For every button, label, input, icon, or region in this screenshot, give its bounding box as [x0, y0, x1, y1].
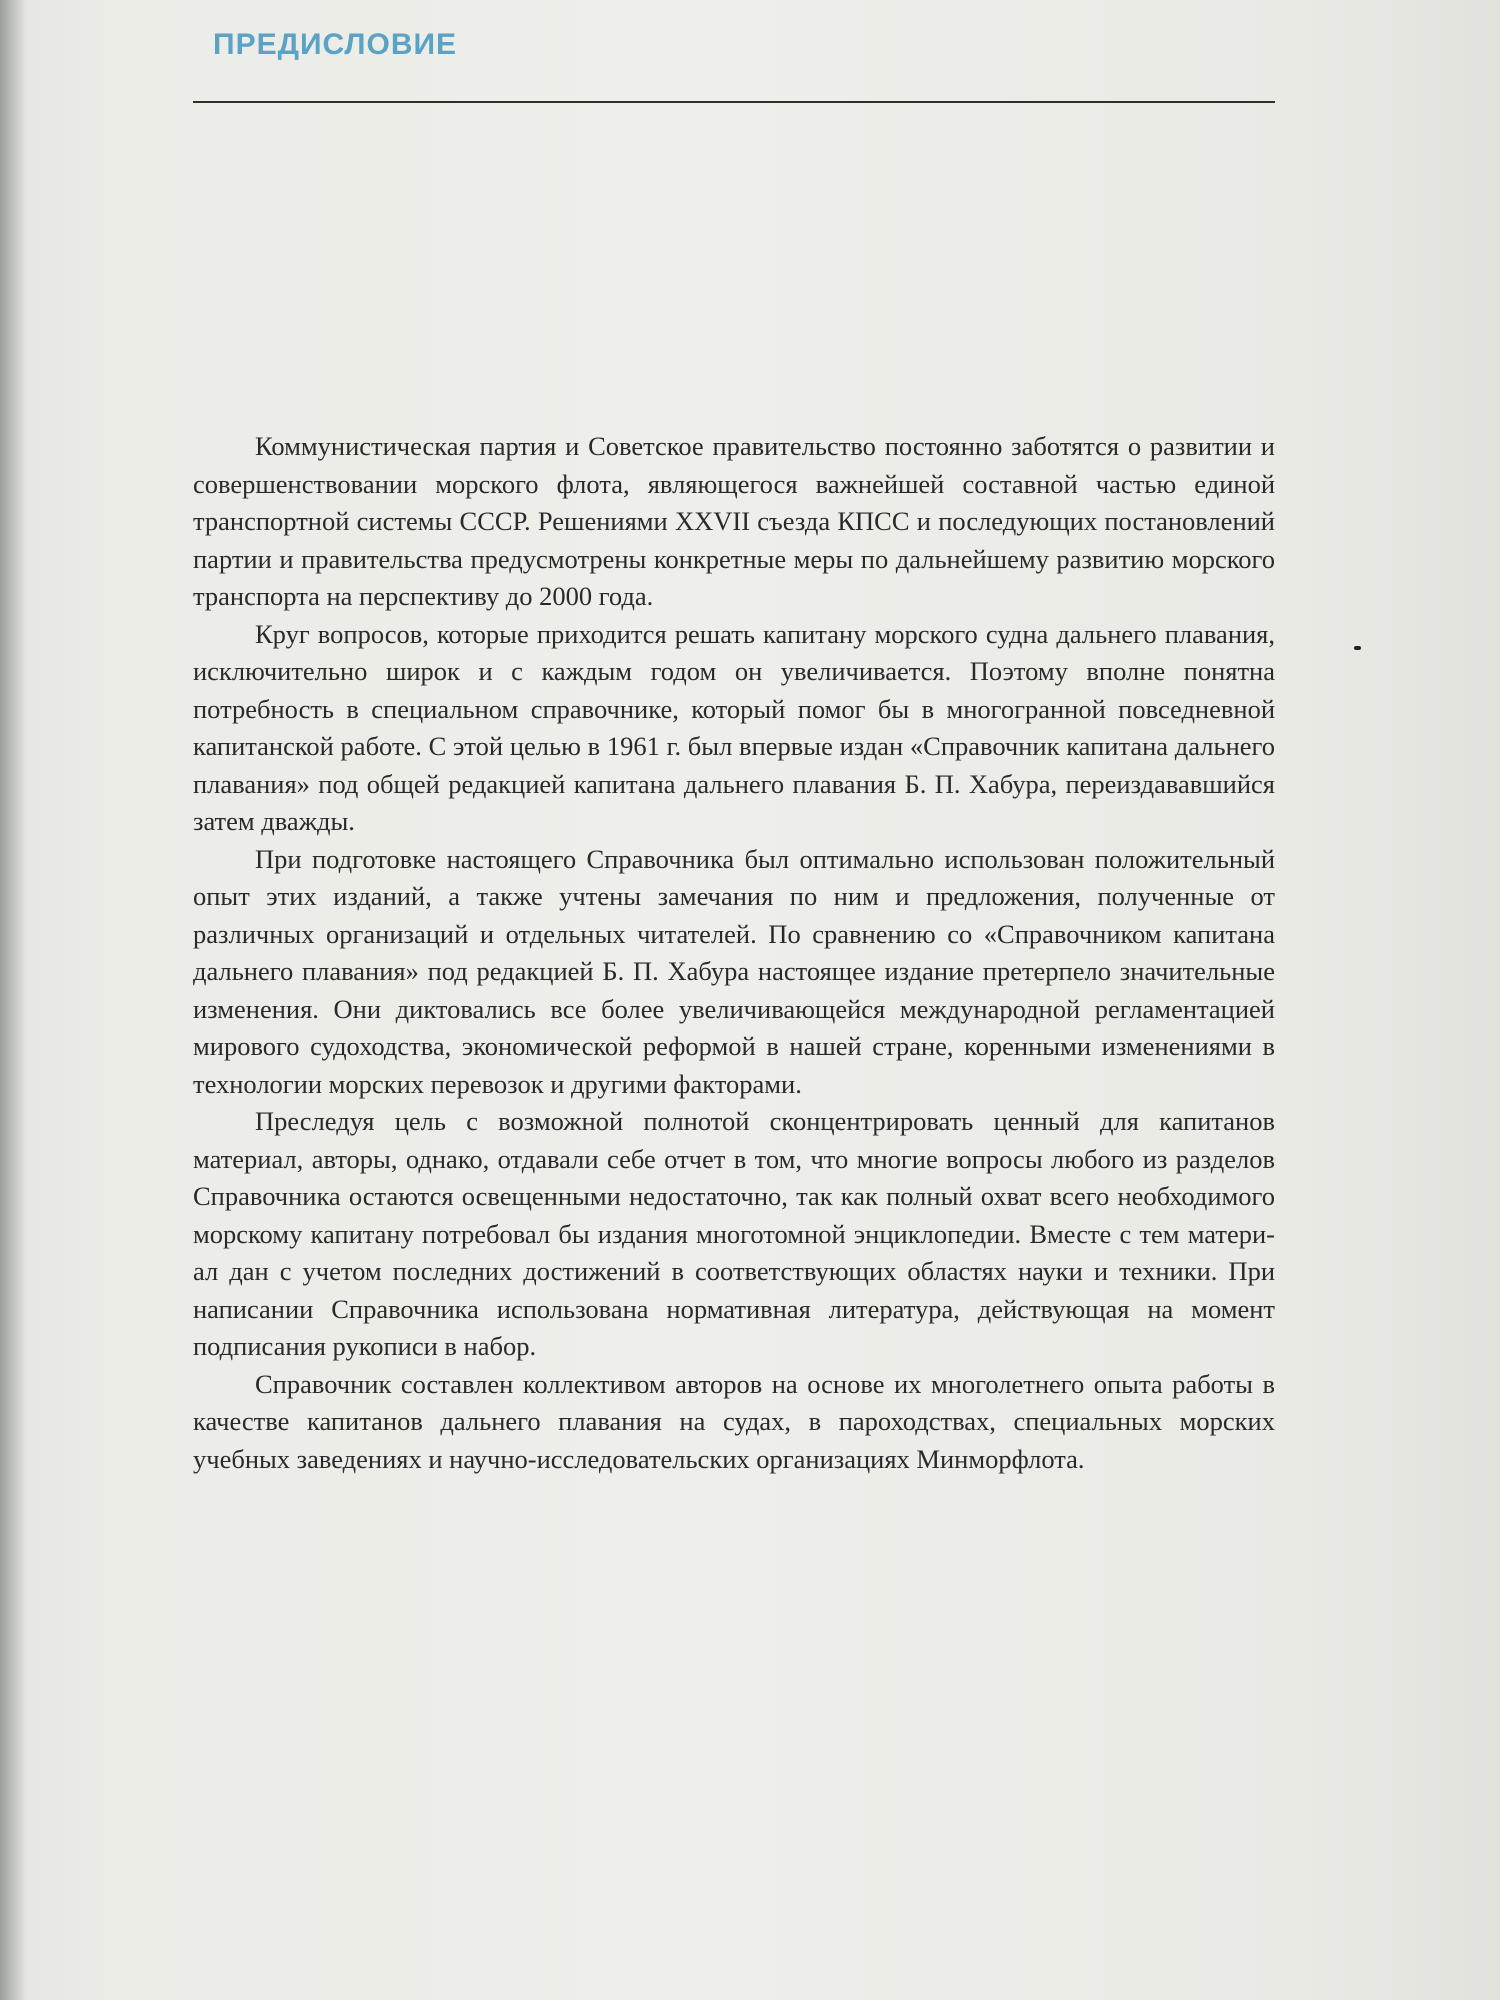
paragraph: Преследуя цель с возможной полнотой сконцентрировать ценный для капитанов материал, авторы, однако, отдавали себе отчет в том, что многие вопросы любого из разделов Справочника остаются освещенными недостаточно, так как полный охват всего необходимого морскому капитану потребовал бы издания многотомной энциклопедии. Вместе с тем материал дан с учетом последних достижений в соответствующих областях науки и техники. При написании Справочника использована нормативная литература, действующая на момент подписания рукописи в набор.	[193, 1106, 1275, 1361]
paragraph: Справочник составлен коллективом авторов на основе их многолетнего опыта работы в качестве капитанов дальнего плавания на судах, в пароходствах, специальных морских учебных заведениях и научно-исследовательских организациях Минморфлота.	[193, 1368, 1275, 1474]
paragraph: При подготовке настоящего Справочника был оптимально использован положительный опыт этих изданий, а также учтены замечания по ним и предложения, полученные от различных организаций и отдельных читателей. По сравнению со «Справочником капитана дальнего плавания» под редакцией Б. П. Хабура настоящее издание претерпело значительные изменения. Они диктовались все более увеличивающейся международной регламентацией мирового судоходства, экономической реформой в нашей стране, коренными изменениями в технологии морских перевозок и другими факторами.	[193, 843, 1275, 1099]
body-text	[193, 428, 1275, 1478]
book-spine-shadow	[0, 0, 26, 2000]
paragraph: Круг вопросов, которые приходится решать капитану морского судна дальнего плавания, исключительно широк и с каждым годом он увеличивается. Поэтому вполне понятна потребность в специальном справочнике, который помог бы в многогранной повседневной капитанской работе. С этой целью в 1961 г. был впервые издан «Справочник капитана дальнего плавания» под общей редакцией капитана дальнего плавания Б. П. Хабура, переиздававшийся затем дважды.	[193, 618, 1275, 836]
paragraph: Коммунистическая партия и Советское правительство постоянно заботятся о развитии и совершенствовании морского флота, являющегося важнейшей составной частью единой транспортной системы СССР. Решениями XXVII съезда КПСС и последующих постановлений партии и правительства предусмотрены конкретные меры по дальнейшему развитию морского транспорта на перспективу до 2000 года.	[193, 431, 1275, 611]
section-heading: ПРЕДИСЛОВИЕ	[213, 28, 458, 61]
ink-speck	[1354, 646, 1361, 650]
header-divider	[193, 101, 1275, 103]
